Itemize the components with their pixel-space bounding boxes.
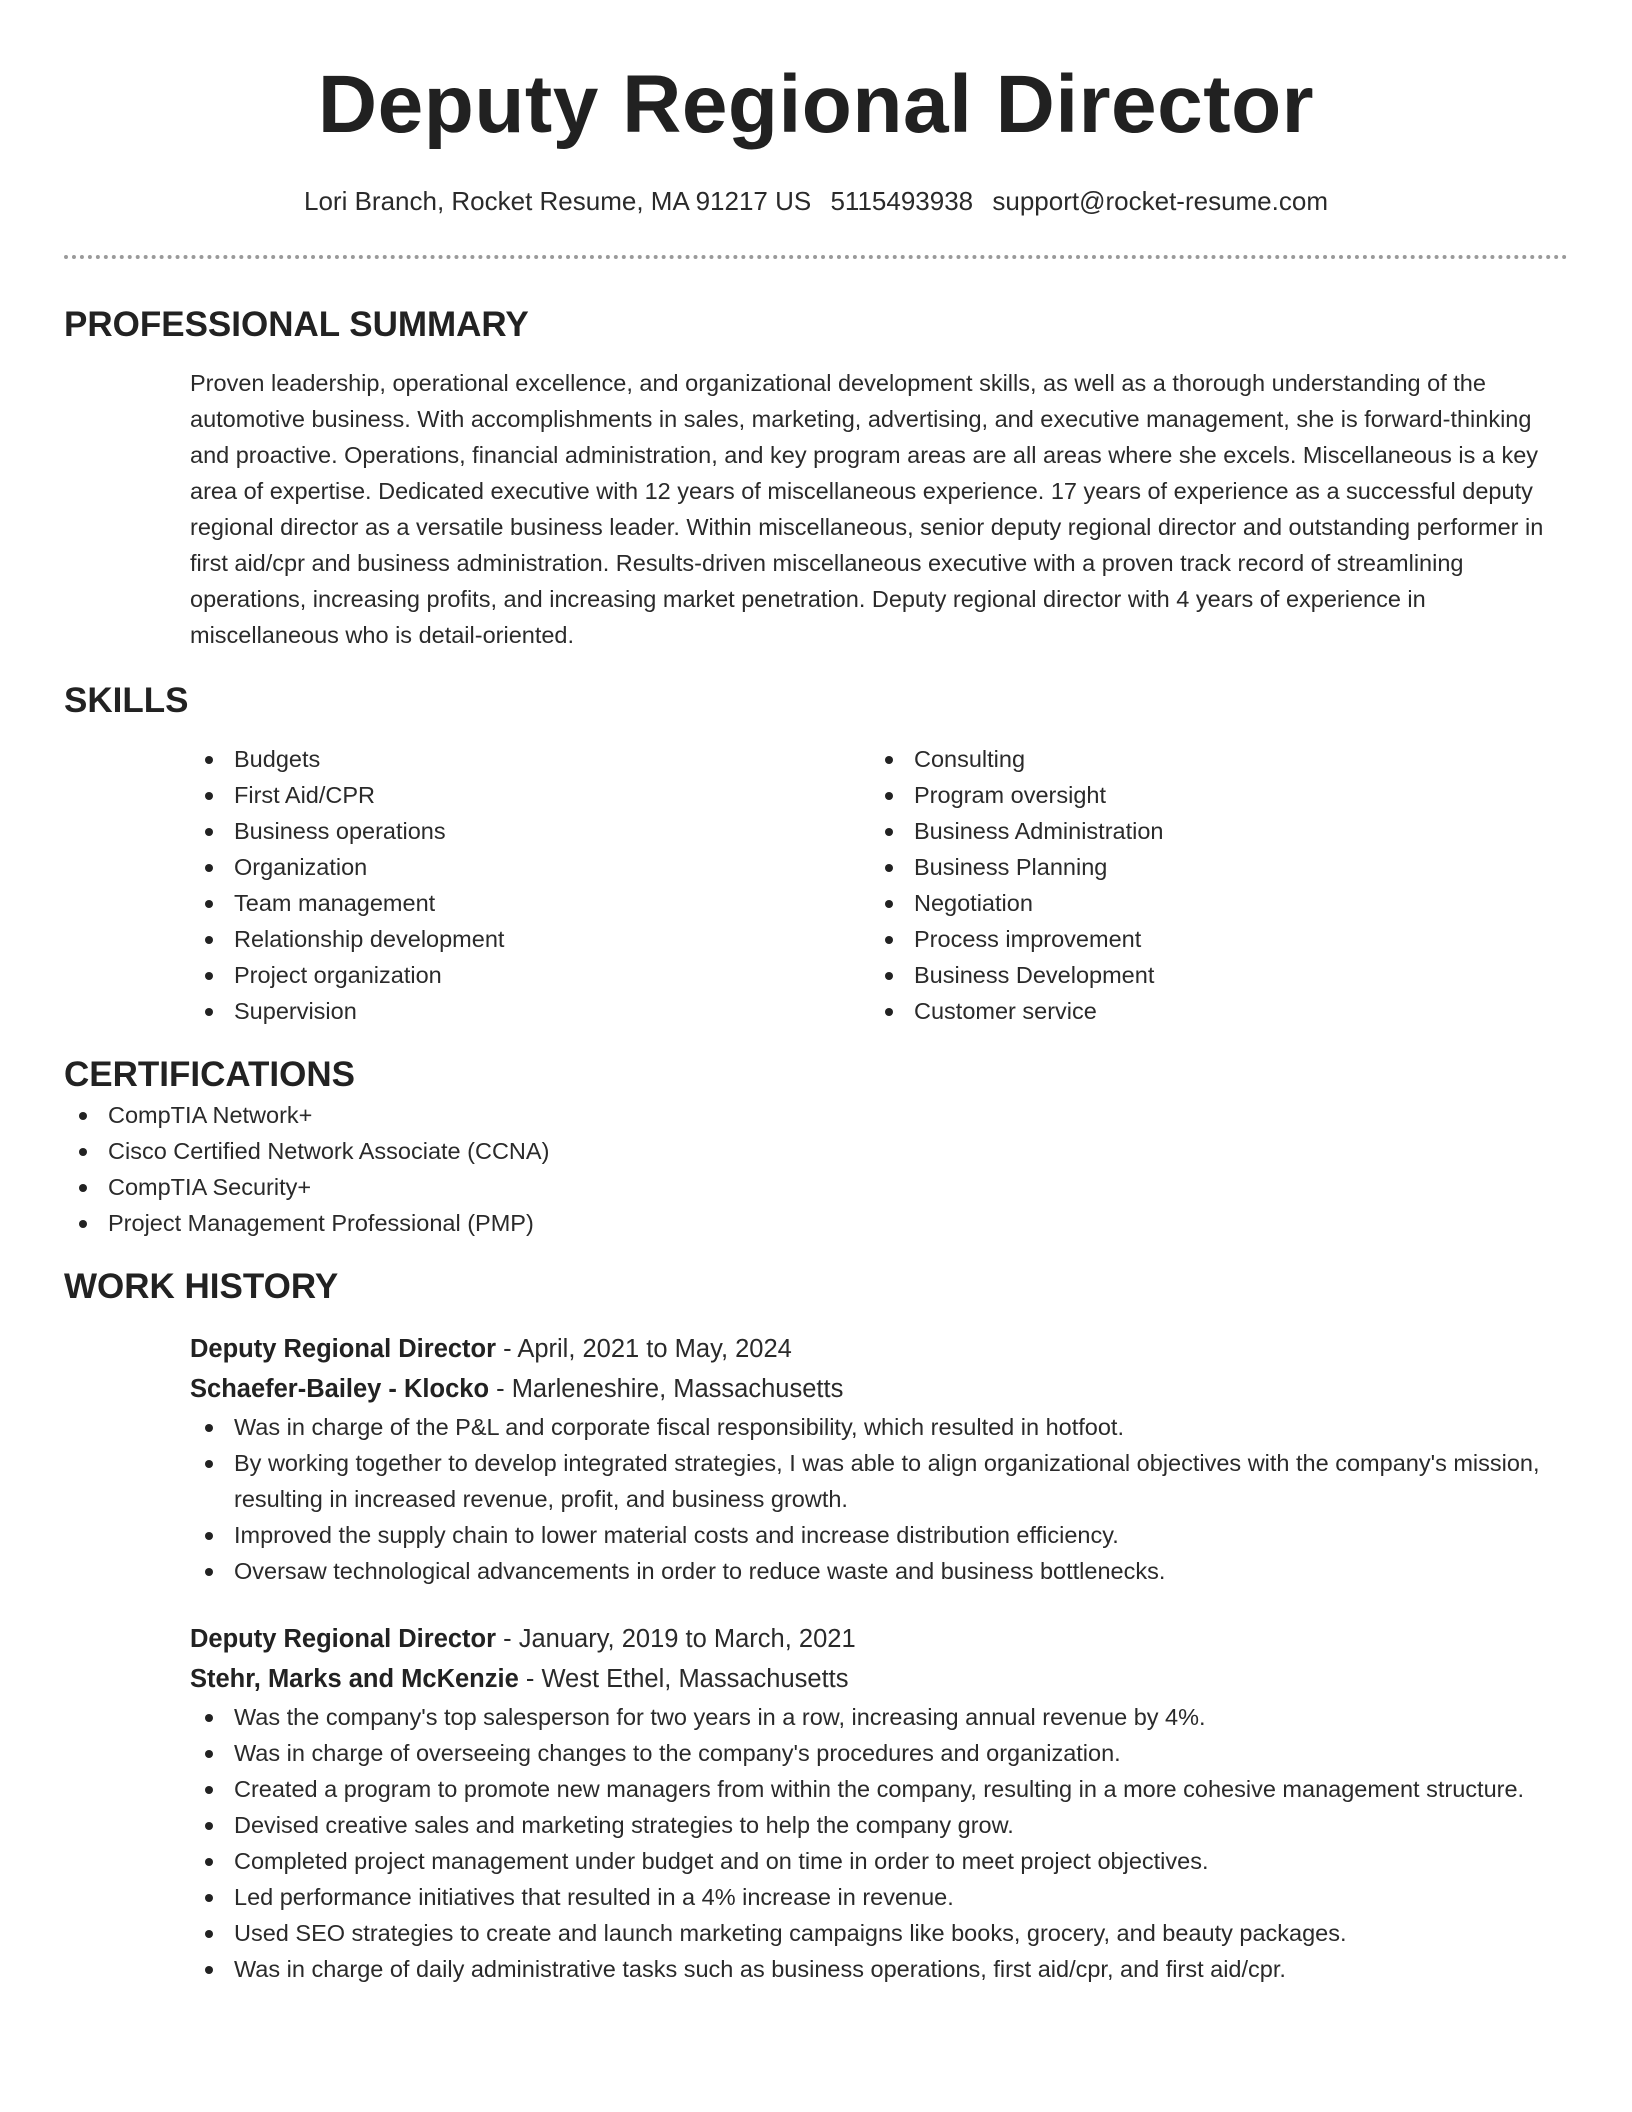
duty-item: Was in charge of overseeing changes to the company's procedures and organization.	[190, 1735, 1568, 1771]
skill-item: Supervision	[190, 993, 870, 1029]
duty-item: Was the company's top salesperson for two years in a row, increasing annual revenue by 4%.	[190, 1699, 1568, 1735]
contact-address: Lori Branch, Rocket Resume, MA 91217 US	[303, 186, 812, 216]
duty-item: Oversaw technological advancements in order to reduce waste and business bottlenecks.	[190, 1553, 1568, 1589]
skill-item: Business operations	[190, 813, 870, 849]
skill-item: Customer service	[870, 993, 1550, 1029]
skills-heading: SKILLS	[64, 681, 189, 720]
skill-item: Team management	[190, 885, 870, 921]
job-entry	[190, 1619, 1568, 1987]
duty-item: By working together to develop integrated strategies, I was able to align organizational objectives with the company's mission, resulting in increased revenue, profit, and business growth.	[190, 1445, 1568, 1517]
skills-left-column	[190, 741, 870, 1029]
resume-title: Deputy Regional Director	[317, 59, 1315, 150]
header-divider	[64, 255, 1568, 259]
certification-item: CompTIA Network+	[64, 1097, 1568, 1133]
job-location: - West Ethel, Massachusetts	[518, 1665, 849, 1693]
job-entry	[190, 1329, 1568, 1589]
skill-item: Budgets	[190, 741, 870, 777]
summary-heading: PROFESSIONAL SUMMARY	[64, 305, 529, 344]
work-history-section	[64, 1265, 1568, 1987]
job-dates: - January, 2019 to March, 2021	[496, 1625, 856, 1653]
skill-item: Negotiation	[870, 885, 1550, 921]
work-history-heading: WORK HISTORY	[64, 1267, 339, 1306]
job-company: Schaefer-Bailey - Klocko	[190, 1375, 490, 1403]
certification-item: Cisco Certified Network Associate (CCNA)	[64, 1133, 1568, 1169]
duty-item: Completed project management under budget and on time in order to meet project objectives.	[190, 1843, 1568, 1879]
contact-email: support@rocket-resume.com	[992, 186, 1328, 216]
skill-item: Project organization	[190, 957, 870, 993]
job-location: - Marleneshire, Massachusetts	[489, 1375, 844, 1403]
contact-line	[64, 183, 1568, 219]
skill-item: First Aid/CPR	[190, 777, 870, 813]
skill-item: Business Development	[870, 957, 1550, 993]
skill-item: Process improvement	[870, 921, 1550, 957]
skills-grid	[190, 741, 1568, 1029]
skill-item: Consulting	[870, 741, 1550, 777]
skill-item: Relationship development	[190, 921, 870, 957]
certifications-heading: CERTIFICATIONS	[64, 1055, 356, 1094]
job-company: Stehr, Marks and McKenzie	[190, 1665, 519, 1693]
job-title-line	[190, 1619, 1568, 1659]
duty-item: Created a program to promote new managers from within the company, resulting in a more cohesive management structure.	[190, 1771, 1568, 1807]
summary-text: Proven leadership, operational excellence, and organizational development skills, as well as a thorough understanding of the automotive business. With accomplishments in sales, marketing, advertising, and executive management, she is forward-thinking and proactive. Operations, financial administration, and key program areas are all areas where she excels. Miscellaneous is a key area of expertise. Dedicated executive with 12 years of miscellaneous experience. 17 years of experience as a successful deputy regional director as a versatile business leader. Within miscellaneous, senior deputy regional director and outstanding performer in first aid/cpr and business administration. Results-driven miscellaneous executive with a proven track record of streamlining operations, increasing profits, and increasing market penetration. Deputy regional director with 4 years of experience in miscellaneous who is detail-oriented.	[190, 370, 1544, 648]
certifications-list	[64, 1097, 1568, 1241]
job-title: Deputy Regional Director	[190, 1625, 497, 1653]
summary-section	[64, 303, 1568, 653]
job-company-line	[190, 1659, 1568, 1699]
job-duties	[190, 1409, 1568, 1589]
job-title: Deputy Regional Director	[190, 1335, 497, 1363]
certifications-section	[64, 1053, 1568, 1241]
job-title-line	[190, 1329, 1568, 1369]
skill-item: Program oversight	[870, 777, 1550, 813]
duty-item: Led performance initiatives that resulted in a 4% increase in revenue.	[190, 1879, 1568, 1915]
duty-item: Improved the supply chain to lower material costs and increase distribution efficiency.	[190, 1517, 1568, 1553]
duty-item: Used SEO strategies to create and launch marketing campaigns like books, grocery, and beauty packages.	[190, 1915, 1568, 1951]
job-company-line	[190, 1369, 1568, 1409]
certification-item: Project Management Professional (PMP)	[64, 1205, 1568, 1241]
duty-item: Was in charge of daily administrative tasks such as business operations, first aid/cpr, and first aid/cpr.	[190, 1951, 1568, 1987]
contact-phone: 5115493938	[830, 186, 974, 216]
skill-item: Business Administration	[870, 813, 1550, 849]
skills-section	[64, 679, 1568, 1029]
skill-item: Organization	[190, 849, 870, 885]
duty-item: Was in charge of the P&L and corporate fiscal responsibility, which resulted in hotfoot.	[190, 1409, 1568, 1445]
skill-item: Business Planning	[870, 849, 1550, 885]
job-duties	[190, 1699, 1568, 1987]
duty-item: Devised creative sales and marketing strategies to help the company grow.	[190, 1807, 1568, 1843]
certification-item: CompTIA Security+	[64, 1169, 1568, 1205]
skills-right-column	[870, 741, 1550, 1029]
job-dates: - April, 2021 to May, 2024	[496, 1335, 792, 1363]
